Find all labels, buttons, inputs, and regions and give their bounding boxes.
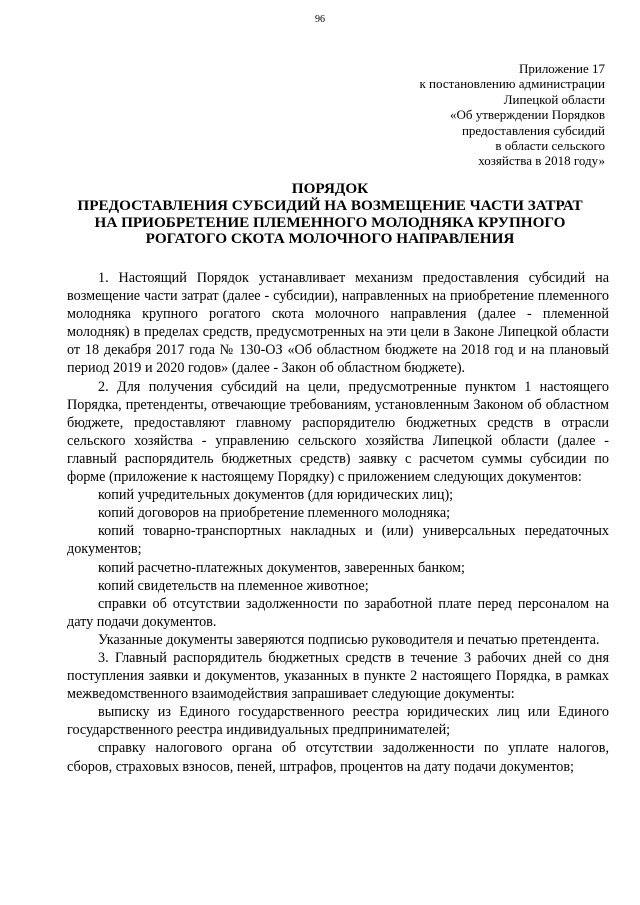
appendix-line: предоставления субсидий	[461, 122, 605, 138]
title-line: ПОРЯДОК	[291, 180, 369, 197]
paragraph: Указанные документы заверяются подписью руководителя и печатью претендента.	[98, 631, 600, 648]
paragraph: копий учредительных документов (для юридических лиц);	[98, 487, 454, 504]
paragraph: копий товарно-транспортных накладных и (или) универсальных передаточных документов;	[67, 523, 609, 558]
appendix-line: в области сельского	[495, 138, 605, 154]
document-title	[50, 181, 610, 248]
paragraph: 1. Настоящий Порядок устанавливает механизм предоставления субсидий на возмещение части затрат (далее - субсидии), направленных на приобретение племенного молодняка крупного рогатого скота молочного направления (далее - племенной молодняк) в пределах средств, предусмотренных на эти цели в Законе Липецкой области от 18 декабря 2017 года № 130-ОЗ «Об областном бюджете на 2018 год и на плановый период 2019 и 2020 годов» (далее - Закон об областном бюджете).	[67, 270, 609, 377]
paragraph: выписку из Единого государственного реестра юридических лиц или Единого государственного реестра индивидуальных предпринимателей;	[67, 704, 609, 739]
paragraph: копий договоров на приобретение племенного молодняка;	[98, 505, 451, 522]
paragraph: справку налогового органа об отсутствии задолженности по уплате налогов, сборов, страховых взносов, пеней, штрафов, процентов на дату подачи документов;	[67, 740, 609, 775]
page-number: 96	[315, 14, 325, 25]
paragraph: 3. Главный распорядитель бюджетных средств в течение 3 рабочих дней со дня поступления заявки и документов, указанных в пункте 2 настоящего Порядка, в рамках межведомственного взаимодействия запрашивает следующие документы:	[67, 649, 609, 703]
paragraph: копий расчетно-платежных документов, заверенных банком;	[98, 559, 465, 576]
appendix-line: «Об утверждении Порядков	[449, 107, 605, 123]
title-line: РОГАТОГО СКОТА МОЛОЧНОГО НАПРАВЛЕНИЯ	[145, 230, 515, 248]
appendix-header	[345, 61, 605, 169]
paragraph: копий свидетельств на племенное животное;	[98, 577, 369, 594]
title-line: ПРЕДОСТАВЛЕНИЯ СУБСИДИЙ НА ВОЗМЕЩЕНИЕ ЧАСТИ ЗАТРАТ	[77, 196, 583, 214]
title-line: НА ПРИОБРЕТЕНИЕ ПЛЕМЕННОГО МОЛОДНЯКА КРУПНОГО	[94, 213, 566, 231]
appendix-line: хозяйства в 2018 году»	[478, 153, 605, 169]
document-body	[67, 269, 609, 776]
appendix-line: Липецкой области	[503, 91, 605, 107]
paragraph: 2. Для получения субсидий на цели, предусмотренные пунктом 1 настоящего Порядка, претенденты, отвечающие требованиям, установленным Законом об областном бюджете, предоставляют главному распорядителю бюджетных средств в отрасли сельского хозяйства - управлению сельского хозяйства Липецкой области (далее - главный распорядитель бюджетных средств) заявку с расчетом суммы субсидии по форме (приложение к настоящему Порядку) с приложением следующих документов:	[67, 378, 609, 486]
appendix-line: Приложение 17	[518, 61, 605, 76]
appendix-line: к постановлению администрации	[419, 76, 605, 92]
paragraph: справки об отсутствии задолженности по заработной плате перед персоналом на дату подачи документов.	[67, 595, 609, 630]
